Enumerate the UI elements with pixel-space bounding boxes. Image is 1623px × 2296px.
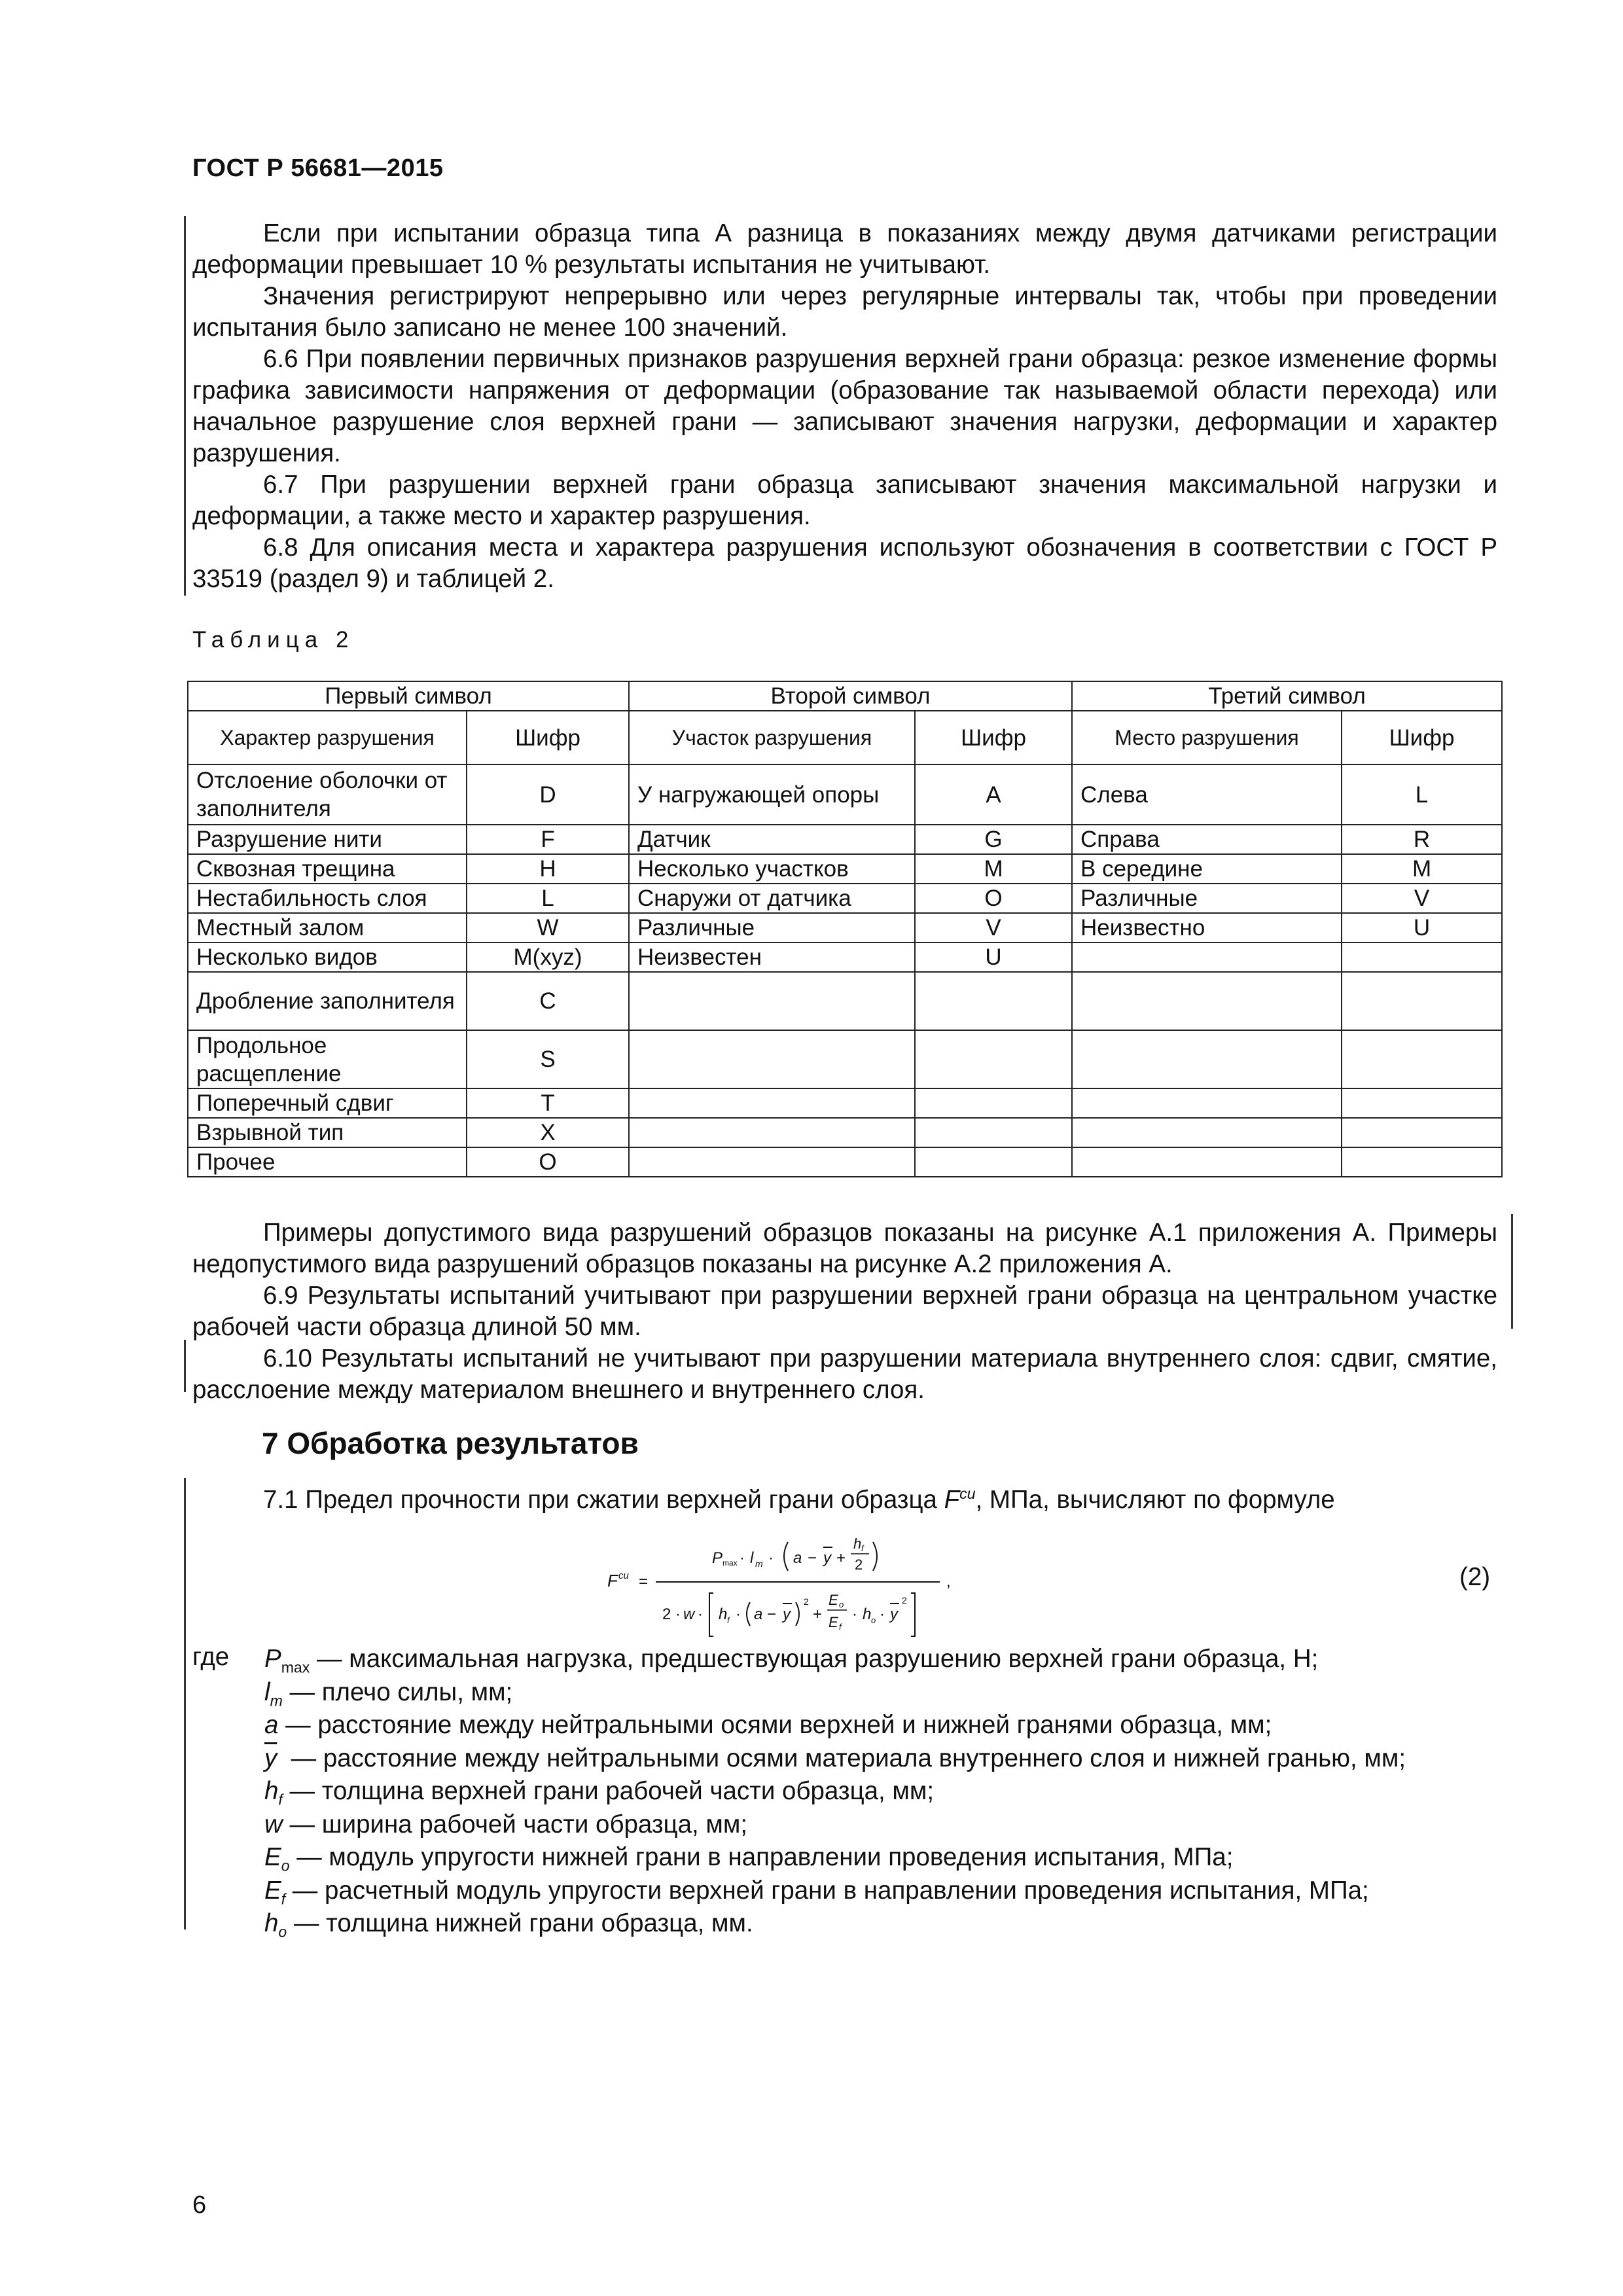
table-cell: X — [467, 1118, 629, 1147]
table-cell — [915, 1147, 1072, 1177]
table-cell: Взрывной тип — [188, 1118, 467, 1147]
paragraph: 6.10 Результаты испытаний не учитывают при разрушении материала внутреннего слоя: сдвиг, смятие, расслоение между материалом внешнего и внутреннего слоя. — [192, 1344, 1497, 1404]
symbol: l — [264, 1677, 270, 1706]
symbol-description: — модуль упругости нижней грани в направлении проведения испытания, МПа; — [289, 1843, 1234, 1871]
table-row — [188, 764, 1502, 825]
table-cell — [915, 972, 1072, 1030]
table-cell: Продольное расщепление — [188, 1030, 467, 1088]
strength-symbol-sup: cu — [959, 1485, 976, 1503]
num-paren-left — [784, 1542, 788, 1571]
symbol-row — [264, 1874, 1406, 1908]
symbol: $\overline{y}$ — [264, 1744, 277, 1772]
symbol-row — [264, 1742, 1406, 1776]
formula-lhs: F — [607, 1571, 618, 1590]
formula-comma: , — [946, 1573, 951, 1590]
symbol-sub: f — [281, 1890, 286, 1908]
table-cell — [915, 1118, 1072, 1147]
symbol-row — [264, 1808, 1406, 1842]
where-label: где — [192, 1643, 230, 1671]
symbol-row — [264, 1709, 1406, 1742]
table-cell: Справа — [1072, 825, 1342, 854]
table-cell: В середине — [1072, 854, 1342, 884]
table-cell: У нагружающей опоры — [629, 764, 915, 825]
table-cell: L — [1342, 764, 1502, 825]
table-cell: A — [915, 764, 1072, 825]
table-cell: Дробление заполнителя — [188, 972, 467, 1030]
den-minus: − — [767, 1605, 777, 1623]
table-cell: U — [1342, 913, 1502, 942]
table-cell: Отслоение оболочки от заполнителя — [188, 764, 467, 825]
section-title: 7 Обработка результатов — [262, 1426, 639, 1460]
den-Ef-sub: f — [839, 1622, 842, 1632]
column-header: Место разрушения — [1072, 711, 1342, 764]
symbol-description: — плечо силы, мм; — [282, 1677, 513, 1706]
num-two: 2 — [855, 1556, 863, 1573]
den-y2: y — [890, 1605, 898, 1623]
table-cell: M — [915, 854, 1072, 884]
table-cell — [629, 1147, 915, 1177]
change-bar — [1511, 1214, 1513, 1329]
table-cell: Несколько участков — [629, 854, 915, 884]
change-bar — [184, 1478, 186, 1929]
table-row — [188, 825, 1502, 854]
symbol-description: — толщина нижней грани образца, мм. — [287, 1909, 753, 1937]
text-block-after-table — [192, 1217, 1497, 1406]
den-dot5: · — [880, 1605, 885, 1623]
table-cell: R — [1342, 825, 1502, 854]
table-cell — [1342, 1118, 1502, 1147]
symbol-description: — расчетный модуль упругости верхней грани в направлении проведения испытания, МПа; — [285, 1876, 1369, 1905]
paragraph: Примеры допустимого вида разрушений образцов показаны на рисунке А.1 приложения А. Примеры недопустимого вида разрушений образцов показаны на рисунке А.2 приложения А. — [192, 1219, 1497, 1278]
symbol: P — [264, 1645, 281, 1673]
table-cell — [1072, 942, 1342, 972]
symbol-description: — максимальная нагрузка, предшествующая разрушению верхней грани образца, Н; — [310, 1645, 1319, 1673]
table-cell — [1342, 1030, 1502, 1088]
column-header: Характер разрушения — [188, 711, 467, 764]
equation-number: (2) — [1459, 1563, 1491, 1591]
symbol-definitions — [264, 1643, 1406, 1941]
table-cell: Разрушение нити — [188, 825, 467, 854]
group-header: Первый символ — [188, 681, 629, 711]
symbol-row — [264, 1643, 1406, 1676]
strength-symbol: F — [944, 1486, 960, 1514]
symbol-sub: o — [281, 1857, 290, 1874]
paragraph: 6.9 Результаты испытаний учитывают при разрушении верхней грани образца на центральном участке рабочей части образца длиной 50 мм. — [192, 1282, 1497, 1341]
num-P-sub: max — [722, 1558, 738, 1568]
den-ho-sub: o — [871, 1615, 876, 1625]
table-cell — [629, 972, 915, 1030]
table-cell: W — [467, 913, 629, 942]
group-header: Второй символ — [629, 681, 1072, 711]
table-cell: Различные — [629, 913, 915, 942]
symbol-description: — толщина верхней грани рабочей части образца, мм; — [282, 1777, 935, 1805]
table-cell: Местный залом — [188, 913, 467, 942]
symbol: a — [264, 1711, 279, 1739]
den-bracket-right — [911, 1593, 915, 1636]
table-cell: C — [467, 972, 629, 1030]
table-cell: Поперечный сдвиг — [188, 1088, 467, 1118]
column-header: Шифр — [467, 711, 629, 764]
formula-lead-text: 7.1 Предел прочности при сжатии верхней грани образца — [263, 1486, 944, 1514]
table-cell — [1342, 1088, 1502, 1118]
num-dot2: · — [768, 1549, 774, 1567]
table-cell — [629, 1118, 915, 1147]
num-h-sub: f — [861, 1543, 864, 1553]
symbol: h — [264, 1909, 279, 1937]
formula-lead — [263, 1484, 1335, 1516]
den-pow: 2 — [804, 1596, 809, 1607]
symbol: E — [264, 1843, 281, 1871]
paragraph: 6.7 При разрушении верхней грани образца записывают значения максимальной нагрузки и деформации, а также место и характер разрушения. — [192, 471, 1497, 530]
den-dot3: · — [736, 1605, 741, 1623]
den-a: a — [754, 1605, 763, 1623]
table-cell: H — [467, 854, 629, 884]
table-row — [188, 854, 1502, 884]
text-block-top — [192, 218, 1497, 595]
table-cell: Слева — [1072, 764, 1342, 825]
table-cell: T — [467, 1088, 629, 1118]
table-cell: V — [915, 913, 1072, 942]
group-header: Третий символ — [1072, 681, 1502, 711]
table-cell — [629, 1088, 915, 1118]
table-cell: F — [467, 825, 629, 854]
symbol: E — [264, 1876, 281, 1905]
symbol: w — [264, 1810, 283, 1839]
num-l: l — [750, 1549, 754, 1567]
symbol-description: — расстояние между нейтральными осями материала внутреннего слоя и нижней гранью, мм; — [277, 1744, 1406, 1772]
table-cell: S — [467, 1030, 629, 1088]
table-row — [188, 1030, 1502, 1088]
table-cell: G — [915, 825, 1072, 854]
table-cell: O — [915, 884, 1072, 913]
den-dot2: · — [698, 1605, 703, 1623]
num-minus: − — [808, 1549, 817, 1567]
table-cell: Неизвестен — [629, 942, 915, 972]
table-cell: Датчик — [629, 825, 915, 854]
table-cell: Несколько видов — [188, 942, 467, 972]
table-row — [188, 972, 1502, 1030]
table-cell: Неизвестно — [1072, 913, 1342, 942]
den-dot4: · — [852, 1605, 857, 1623]
den-paren-right — [796, 1602, 799, 1626]
table-cell — [1342, 942, 1502, 972]
symbol-row — [264, 1907, 1406, 1941]
den-Ef: E — [829, 1614, 838, 1630]
table-row — [188, 1118, 1502, 1147]
table-cell — [629, 1030, 915, 1088]
table-cell: Сквозная трещина — [188, 854, 467, 884]
paragraph: Значения регистрируют непрерывно или через регулярные интервалы так, чтобы при проведении испытания было записано не менее 100 значений. — [192, 282, 1497, 342]
table-cell: Прочее — [188, 1147, 467, 1177]
num-a: a — [793, 1549, 802, 1567]
symbol-sub: f — [278, 1791, 283, 1808]
table-cell — [1342, 1147, 1502, 1177]
table-caption: Таблица 2 — [192, 627, 355, 653]
table-row — [188, 913, 1502, 942]
num-P: P — [712, 1549, 723, 1567]
table-cell: V — [1342, 884, 1502, 913]
num-plus: + — [836, 1549, 846, 1567]
compressive-strength-formula — [602, 1520, 969, 1644]
table-cell — [1072, 1118, 1342, 1147]
table-cell — [1072, 1030, 1342, 1088]
den-bracket-left — [709, 1593, 713, 1636]
column-header: Шифр — [1342, 711, 1502, 764]
table-cell — [915, 1030, 1072, 1088]
column-header: Участок разрушения — [629, 711, 915, 764]
den-pow2: 2 — [902, 1595, 907, 1605]
den-E: E — [829, 1592, 838, 1608]
num-dot: · — [740, 1549, 745, 1567]
table-cell — [1072, 972, 1342, 1030]
symbol-sub: max — [281, 1659, 310, 1676]
symbol-row — [264, 1775, 1406, 1808]
symbol-sub: o — [278, 1923, 287, 1941]
page-header: ГОСТ Р 56681—2015 — [192, 154, 444, 182]
symbol-row — [264, 1676, 1406, 1710]
formula-lhs-sup: cu — [618, 1570, 629, 1581]
den-h: h — [719, 1605, 728, 1623]
den-dot: · — [675, 1605, 681, 1623]
table-cell: M(xyz) — [467, 942, 629, 972]
formula-equals: = — [639, 1573, 649, 1590]
den-h-sub: f — [727, 1615, 730, 1625]
paragraph: Если при испытании образца типа А разница в показаниях между двумя датчиками регистрации деформации превышает 10 % результаты испытания не учитывают. — [192, 219, 1497, 279]
formula-lead-text: , МПа, вычисляют по формуле — [975, 1486, 1335, 1514]
symbol: h — [264, 1777, 279, 1805]
symbol-row — [264, 1841, 1406, 1874]
symbol-description: — ширина рабочей части образца, мм; — [282, 1810, 748, 1839]
table-cell: L — [467, 884, 629, 913]
table-cell: O — [467, 1147, 629, 1177]
paragraph: 6.8 Для описания места и характера разрушения используют обозначения в соответствии с ГОСТ Р 33519 (раздел 9) и таблицей 2. — [192, 533, 1497, 593]
table-row — [188, 1147, 1502, 1177]
column-header: Шифр — [915, 711, 1072, 764]
den-plus: + — [813, 1605, 823, 1623]
symbol-sub: m — [270, 1692, 283, 1710]
table-row — [188, 884, 1502, 913]
table-cell: Снаружи от датчика — [629, 884, 915, 913]
table-cell: U — [915, 942, 1072, 972]
table-row — [188, 1088, 1502, 1118]
num-paren-right — [873, 1542, 877, 1571]
den-y: y — [783, 1605, 791, 1623]
den-two: 2 — [662, 1605, 671, 1623]
change-bar — [184, 1340, 186, 1392]
den-ho: h — [863, 1605, 872, 1623]
table-cell — [1072, 1088, 1342, 1118]
den-w: w — [683, 1605, 695, 1623]
change-bar — [184, 216, 186, 596]
num-y: y — [823, 1549, 831, 1567]
page-number: 6 — [192, 2191, 207, 2219]
den-paren-left — [747, 1602, 750, 1626]
table-cell: Нестабильность слоя — [188, 884, 467, 913]
table-cell — [915, 1088, 1072, 1118]
failure-codes-table — [187, 681, 1503, 1177]
table-cell: M — [1342, 854, 1502, 884]
den-E-sub: o — [839, 1600, 844, 1609]
table-cell: D — [467, 764, 629, 825]
table-cell — [1072, 1147, 1342, 1177]
table-row — [188, 942, 1502, 972]
table-cell — [1342, 972, 1502, 1030]
symbol-description: — расстояние между нейтральными осями верхней и нижней гранями образца, мм; — [278, 1711, 1272, 1739]
num-h: h — [853, 1535, 862, 1552]
paragraph: 6.6 При появлении первичных признаков разрушения верхней грани образца: резкое изменение формы графика зависимости напряжения от деформации (образование так называемой области перехода) или начальное разрушение слоя верхней грани — записывают значения нагрузки, деформации и характер разрушения. — [192, 345, 1497, 467]
table-cell: Различные — [1072, 884, 1342, 913]
num-l-sub: m — [755, 1558, 763, 1569]
